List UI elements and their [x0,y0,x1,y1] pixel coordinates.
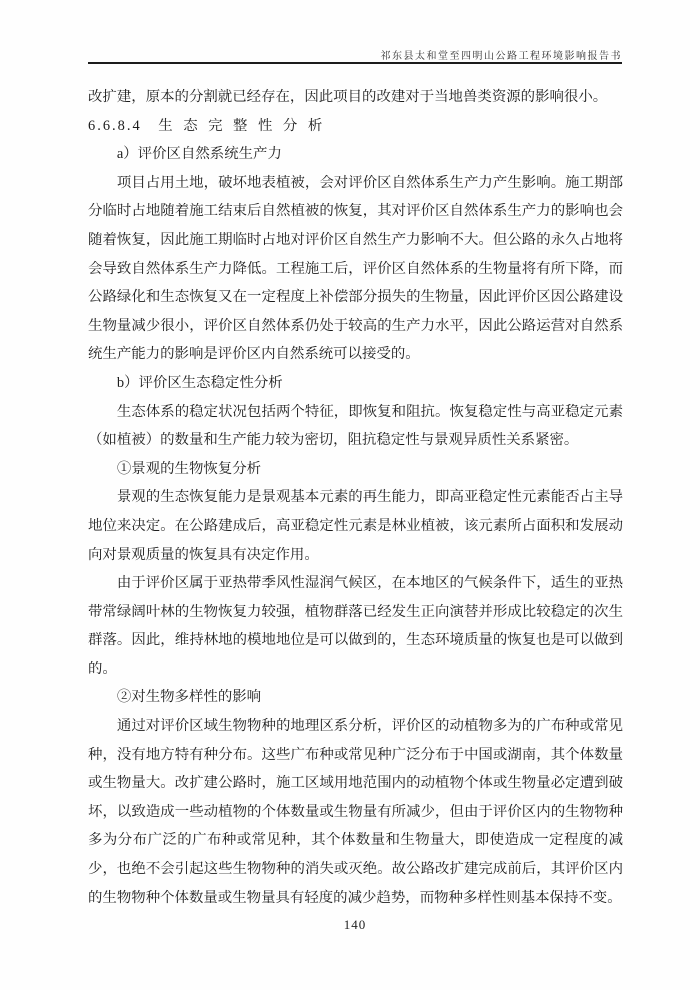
running-header-title: 祁东县太和堂至四明山公路工程环境影响报告书 [380,51,622,62]
subheading-b: b）评价区生态稳定性分析 [116,374,283,391]
section-title: 生态完整性分析 [158,117,333,134]
header-rule [88,62,622,64]
paragraph-natural-productivity: 项目占用土地，破坏地表植被，会对评价区自然体系生产力产生影响。施工期部分临时占地随着施工结束后自然植被的恢复，其对评价区自然体系生产力的影响也会随着恢复，因此施工期临时占地对评价区自然生产力影响不大。但公路的永久占地将会导致自然体系生产力降低。工程施工后，评价区自然体系的生物量将有所下降，而公路绿化和生态恢复又在一定程度上补偿部分损失的生物量，因此评价区因公路建设生物量减少很小，评价区自然体系仍处于较高的生产力水平，因此公路运营对自然系统生产能力的影响是评价区内自然系统可以接受的。 [88,174,623,363]
paragraph-eco-stability: 生态体系的稳定状况包括两个特征，即恢复和阻抗。恢复稳定性与高亚稳定元素（如植被）的数量和生产能力较为密切，阻抗稳定性与景观异质性关系紧密。 [88,403,623,449]
section-heading-6-6-8-4 [88,112,623,141]
subheading-a: a）评价区自然系统生产力 [116,146,282,163]
paragraph-biodiversity-impact: 通过对评价区域生物物种的地理区系分析，评价区的动植物多为的广布种或常见种，没有地方特有种分布。这些广布种或常见种广泛分布于中国或湖南，其个体数量或生物量大。改扩建公路时，施工区域用地范围内的动植物个体或生物量必定遭到破坏，以致造成一些动植物的个体数量或生物量有所减少，但由于评价区内的生物物种多为分布广泛的广布种或常见种，其个体数量和生物量大，即使造成一定程度的减少，也绝不会引起这些生物物种的消失或灭绝。故公路改扩建完成前后，其评价区内的生物物种个体数量或生物量具有轻度的减少趋势，而物种多样性则基本保持不变。 [88,718,623,906]
paragraph-climate-recovery: 由于评价区属于亚热带季风性湿润气候区，在本地区的气候条件下，适生的亚热带常绿阔叶林的生物恢复力较强，植物群落已经发生正向演替并形成比较稳定的次生群落。因此，维持林地的模地地位是可以做到的，生态环境质量的恢复也是可以做到的。 [88,575,623,677]
section-number: 6.6.8.4 [88,117,142,134]
page-number: 140 [343,917,367,932]
document-body [88,83,623,912]
paragraph-continuation: 改扩建，原本的分割就已经存在，因此项目的改建对于当地兽类资源的影响很小。 [88,89,608,105]
paragraph-landscape-recovery: 景观的生态恢复能力是景观基本元素的再生能力，即高亚稳定性元素能否占主导地位来决定。在公路建成后，高亚稳定性元素是林业植被，该元素所占面积和发展动向对景观质量的恢复具有决定作用。 [88,489,623,563]
subheading-circle-1: ①景观的生物恢复分析 [116,460,262,477]
subheading-circle-2: ②对生物多样性的影响 [116,689,262,706]
